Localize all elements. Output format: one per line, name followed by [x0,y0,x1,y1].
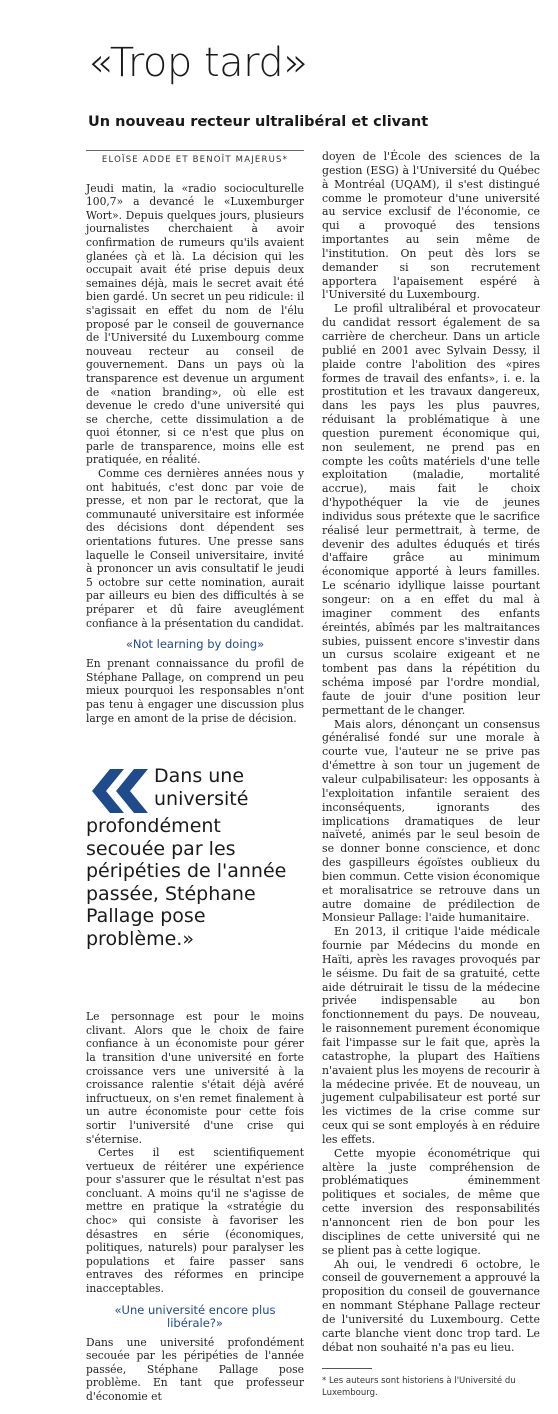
paragraph: Ah oui, le vendredi 6 octobre, le conseil de gouvernement a approuvé la proposition du conseil de gouvernance en nommant Stéphane Pallage recteur de l'université du Luxembourg. Cette carte blanche vient donc trop tard. Le débat non souhaité n'a pas eu lieu. [322,1257,540,1354]
paragraph: doyen de l'École des sciences de la gestion (ESG) à l'Université du Québec à Montréal (UQAM), il s'est distingué comme le promoteur d'une université au service exclusif de l'économie, ce qui a provoqué des tensions importantes au sein même de l'institution. On peut dès lors se demander si son recrutement apportera l'apaisement espéré à l'Université du Luxembourg. [322,150,540,302]
paragraph: Comme ces dernières années nous y ont habitués, c'est donc par voie de presse, et non par le rectorat, que la communauté universitaire est informée des décisions dont dépendent ses orientations futures. Une presse sans laquelle le Conseil universitaire, invité à prononcer un avis consultatif le jeudi 5 octobre sur cette nomination, aurait par ailleurs eu bien des difficultés à se préparer et dû faire aveuglément confiance à la présentation du candidat. [86,467,304,630]
footnote: * Les auteurs sont historiens à l'Université du Luxembourg. [322,1376,516,1399]
column-right [322,150,540,1399]
footnote-rule [322,1368,372,1369]
paragraph: Cette myopie économétrique qui altère la juste compréhension de problématiques éminemment politiques et sociales, de même que cette inversion des responsabilités n'annoncent rien de bon pour les disciplines de cette université qui ne se plient pas à cette logique. [322,1146,540,1257]
paragraph: Jeudi matin, la «radio socioculturelle 100,7» a devancé le «Luxemburger Wort». Depuis quelques jours, plusieurs journalistes cherchaient à avoir confirmation de rumeurs qu'ils avaient glanées çà et là. La décision qui les occupait avait été prise depuis deux semaines déjà, mais le secret avait été bien gardé. Un secret un peu ridicule: il s'agissait en effet du nom de l'élu proposé par le conseil de gouvernance de l'Université du Luxembourg comme nouveau recteur au conseil de gouvernement. Dans un pays où la transparence est devenue un argument de «nation branding», où elle est devenue le credo d'une université qui se cherche, cette dissimulation a de quoi étonner, si ce n'est que plus on parle de transparence, moins elle est pratiquée, en réalité. [86,181,304,467]
byline: ELOÏSE ADDE ET BENOÎT MAJERUS* [86,150,304,168]
paragraph: Mais alors, dénonçant un consensus généralisé fondé sur une morale à courte vue, l'auteur ne se prive pas d'émettre à son tour un jugement de valeur culpabilisateur: les opposants à l'exploitation infantile seraient des inconséquents, ignorants des implications dramatiques de leur naïveté, animés par le seul besoin de se donner bonne conscience, et donc des gaspilleurs égoïstes oublieux du bien commun. Cette vision économique et moralisatrice se retrouve dans un autre domaine de prédilection de Monsieur Pallage: l'aide humanitaire. [322,717,540,925]
paragraph: Le profil ultralibéral et provocateur du candidat ressort également de sa carrière de chercheur. Dans un article publié en 2001 avec Sylvain Dessy, il plaide contre l'abolition des «pires formes de travail des enfants», i. e. la prostitution et les travaux dangereux, dans les pays les plus pauvres, réduisant la problématique à une question purement économique qui, non seulement, ne prend pas en compte les coûts matériels d'une telle exploitation (maladie, mortalité accrue), mais fait le choix d'hypothéquer la vie de jeunes individus sous prétexte que le sacrifice réalisé leur permettrait, à terme, de devenir des adultes éduqués et tirés d'affaire grâce au minimum économique apporté à leurs familles. Le scénario idyllique laisse pourtant songeur: on a en effet du mal à imaginer comment des enfants éreintés, abîmés par les maltraitances subies, puissent encore s'investir dans un cursus scolaire exigeant et ne tombent pas dans la répétition du schéma imposé par l'ordre mondial, faute de jouir d'une position leur permettant de le changer. [322,302,540,717]
paragraph: En prenant connaissance du profil de Stéphane Pallage, on comprend un peu mieux pourquoi les responsables n'ont pas tenu à engager une discussion plus large en amont de la prise de décision. [86,657,304,725]
article-title: «Trop tard» [88,40,308,86]
pull-quote-text: profondément secouée par les péripéties de l'année passée, Stéphane Pallage pose problème.» [86,815,287,950]
article-subtitle: Un nouveau recteur ultralibéral et clivant [88,114,429,130]
quote-mark-icon [86,767,152,815]
paragraph: En 2013, il critique l'aide médicale fournie par Médecins du monde en Haïti, après les ravages provoqués par le séisme. Du fait de sa gratuité, cette aide détruirait le tissu de la médecine privée indispensable au bon fonctionnement du pays. De nouveau, le raisonnement purement économique fait l'impasse sur le fait que, après la catastrophe, la plupart des Haïtiens n'avaient plus les moyens de recourir à la médecine privée. Et de nouveau, un jugement culpabilisateur est porté sur les victimes de la crise comme sur ceux qui se sont employés à en réduire les effets. [322,925,540,1146]
paragraph: Certes il est scientifiquement vertueux de réitérer une expérience pour s'assurer que le résultat n'est pas concluant. A moins qu'il ne s'agisse de mettre en pratique la «stratégie du choc» qui consiste à favoriser les désastres en série (économiques, politiques, naturels) pour paralyser les populations et faire passer sans entraves des réformes en principe inacceptables. [86,1146,304,1296]
section-heading: «Not learning by doing» [125,637,265,652]
pull-quote [86,765,304,950]
section-heading: «Une université encore plus libérale?» [114,1302,276,1330]
paragraph: Dans une université profondément secouée par les péripéties de l'année passée, Stéphane Pallage pose problème. En tant que professeur d'économie et [86,1335,304,1403]
pull-quote-lead: Dans une université [154,765,249,810]
column-left [86,150,304,1404]
paragraph: Le personnage est pour le moins clivant. Alors que le choix de faire confiance à un économiste pour gérer la transition d'une université en forte croissance vers une université à la croissance ralentie s'était déjà avéré infructueux, on s'en remet finalement à un autre économiste pour cette fois sortir l'université d'une crise qui s'éternise. [86,1010,304,1146]
